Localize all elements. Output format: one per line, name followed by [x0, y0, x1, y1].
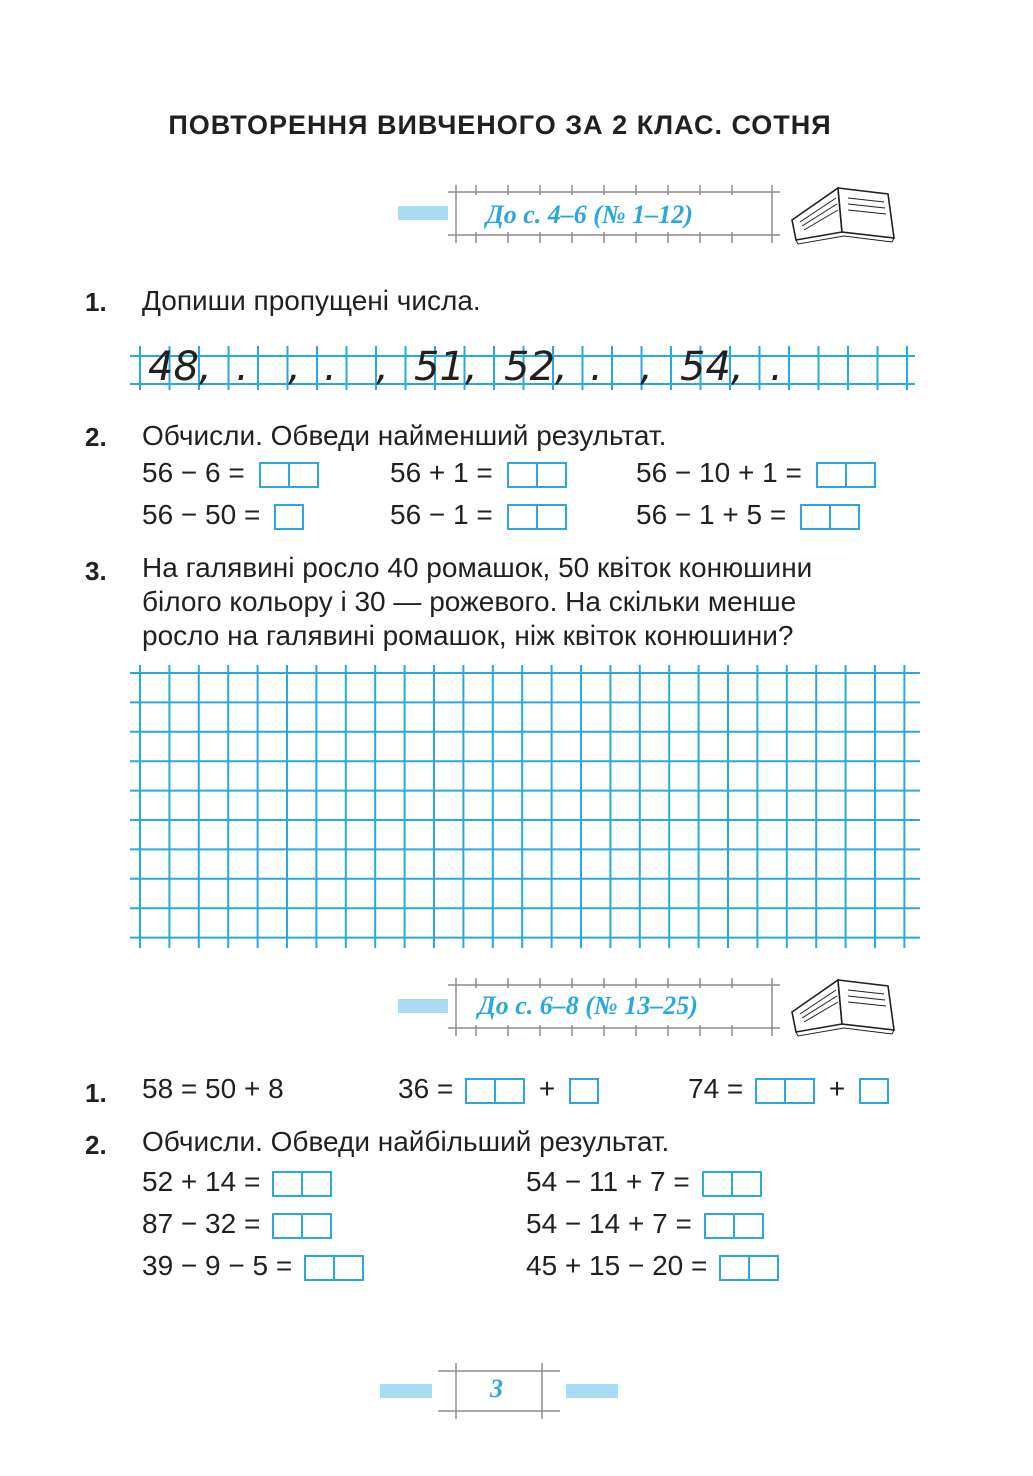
- task-text-line: росло на галявині ромашок, ніж квіток конюшини?: [142, 620, 794, 651]
- task-text-line: білого кольору і 30 — рожевого. На скільки менше: [142, 586, 797, 617]
- seq-item: ,: [640, 344, 653, 390]
- page-title: ПОВТОРЕННЯ ВИВЧЕНОГО ЗА 2 КЛАС. СОТНЯ: [168, 110, 832, 140]
- section-ref-2: До с. 6–8 (№ 13–25): [478, 991, 698, 1020]
- expression: [526, 1250, 779, 1282]
- answer-box[interactable]: [304, 1255, 364, 1281]
- answer-box[interactable]: [702, 1171, 762, 1197]
- open-book-icon: [788, 180, 898, 248]
- task-number: 2.: [85, 1130, 107, 1160]
- task-number: 1.: [85, 287, 107, 317]
- expression-text: 56 − 10 + 1 =: [636, 457, 802, 488]
- footer-band-left: [380, 1384, 432, 1398]
- plus-sign: +: [538, 1073, 556, 1104]
- expression-text: 56 − 1 =: [390, 499, 493, 530]
- given-expression: 58 = 50 + 8: [142, 1073, 284, 1104]
- answer-box[interactable]: [719, 1255, 779, 1281]
- seq-item: 54,: [680, 344, 744, 390]
- answer-box[interactable]: [507, 462, 567, 488]
- expression-text: 36 =: [398, 1073, 454, 1104]
- expression: [390, 499, 567, 531]
- task-text-line: На галявині росло 40 ромашок, 50 квіток конюшини: [142, 552, 813, 583]
- task-number: 1.: [85, 1078, 107, 1108]
- expression-text: 45 + 15 − 20 =: [526, 1250, 708, 1281]
- expression-text: 74 =: [688, 1073, 744, 1104]
- seq-item: 51,: [414, 344, 478, 390]
- expression: [688, 1073, 889, 1105]
- expression-text: 56 + 1 =: [390, 457, 493, 488]
- seq-item: .: [590, 344, 603, 390]
- expression: [142, 1250, 364, 1282]
- seq-item: .: [236, 344, 249, 390]
- task-text: Обчисли. Обведи найбільший результат.: [142, 1126, 670, 1157]
- expression: [142, 1166, 332, 1198]
- answer-box[interactable]: [274, 504, 304, 530]
- answer-box[interactable]: [272, 1171, 332, 1197]
- seq-item: .: [770, 344, 783, 390]
- expression: [142, 499, 304, 531]
- answer-box[interactable]: [859, 1078, 889, 1104]
- answer-grid[interactable]: [130, 665, 920, 950]
- expression: [398, 1073, 599, 1105]
- expression-text: 39 − 9 − 5 =: [142, 1250, 293, 1281]
- number-sequence: [148, 344, 928, 390]
- page-number: 3: [490, 1374, 503, 1403]
- answer-box[interactable]: [259, 462, 319, 488]
- seq-item: ,: [376, 344, 389, 390]
- expression-text: 87 − 32 =: [142, 1208, 261, 1239]
- answer-box[interactable]: [569, 1078, 599, 1104]
- expression: [142, 457, 319, 489]
- task-text: Допиши пропущені числа.: [142, 285, 481, 316]
- expression-text: 56 − 1 + 5 =: [636, 499, 787, 530]
- plus-sign: +: [828, 1073, 846, 1104]
- expression: [390, 457, 567, 489]
- task-text: Обчисли. Обведи найменший результат.: [142, 420, 667, 451]
- seq-item: ,: [288, 344, 301, 390]
- footer-band-right: [566, 1384, 618, 1398]
- expression: [526, 1208, 764, 1240]
- seq-item: 52,: [504, 344, 568, 390]
- expression-text: 56 − 6 =: [142, 457, 245, 488]
- seq-item: 48,: [148, 344, 212, 390]
- seq-item: .: [324, 344, 337, 390]
- expression: [636, 457, 876, 489]
- answer-box[interactable]: [800, 504, 860, 530]
- expression-text: 52 + 14 =: [142, 1166, 261, 1197]
- task-number: 3.: [85, 556, 107, 586]
- open-book-icon: [788, 972, 898, 1040]
- expression: [142, 1208, 332, 1240]
- answer-box[interactable]: [816, 462, 876, 488]
- expression-text: 54 − 11 + 7 =: [526, 1166, 690, 1197]
- expression-text: 54 − 14 + 7 =: [526, 1208, 692, 1239]
- answer-box[interactable]: [755, 1078, 815, 1104]
- task-number: 2.: [85, 422, 107, 452]
- expression: [636, 499, 860, 531]
- answer-box[interactable]: [465, 1078, 525, 1104]
- answer-box[interactable]: [272, 1213, 332, 1239]
- expression-text: 56 − 50 =: [142, 499, 261, 530]
- answer-box[interactable]: [507, 504, 567, 530]
- answer-box[interactable]: [704, 1213, 764, 1239]
- section-ref-1: До с. 4–6 (№ 1–12): [486, 200, 693, 229]
- expression: [526, 1166, 762, 1198]
